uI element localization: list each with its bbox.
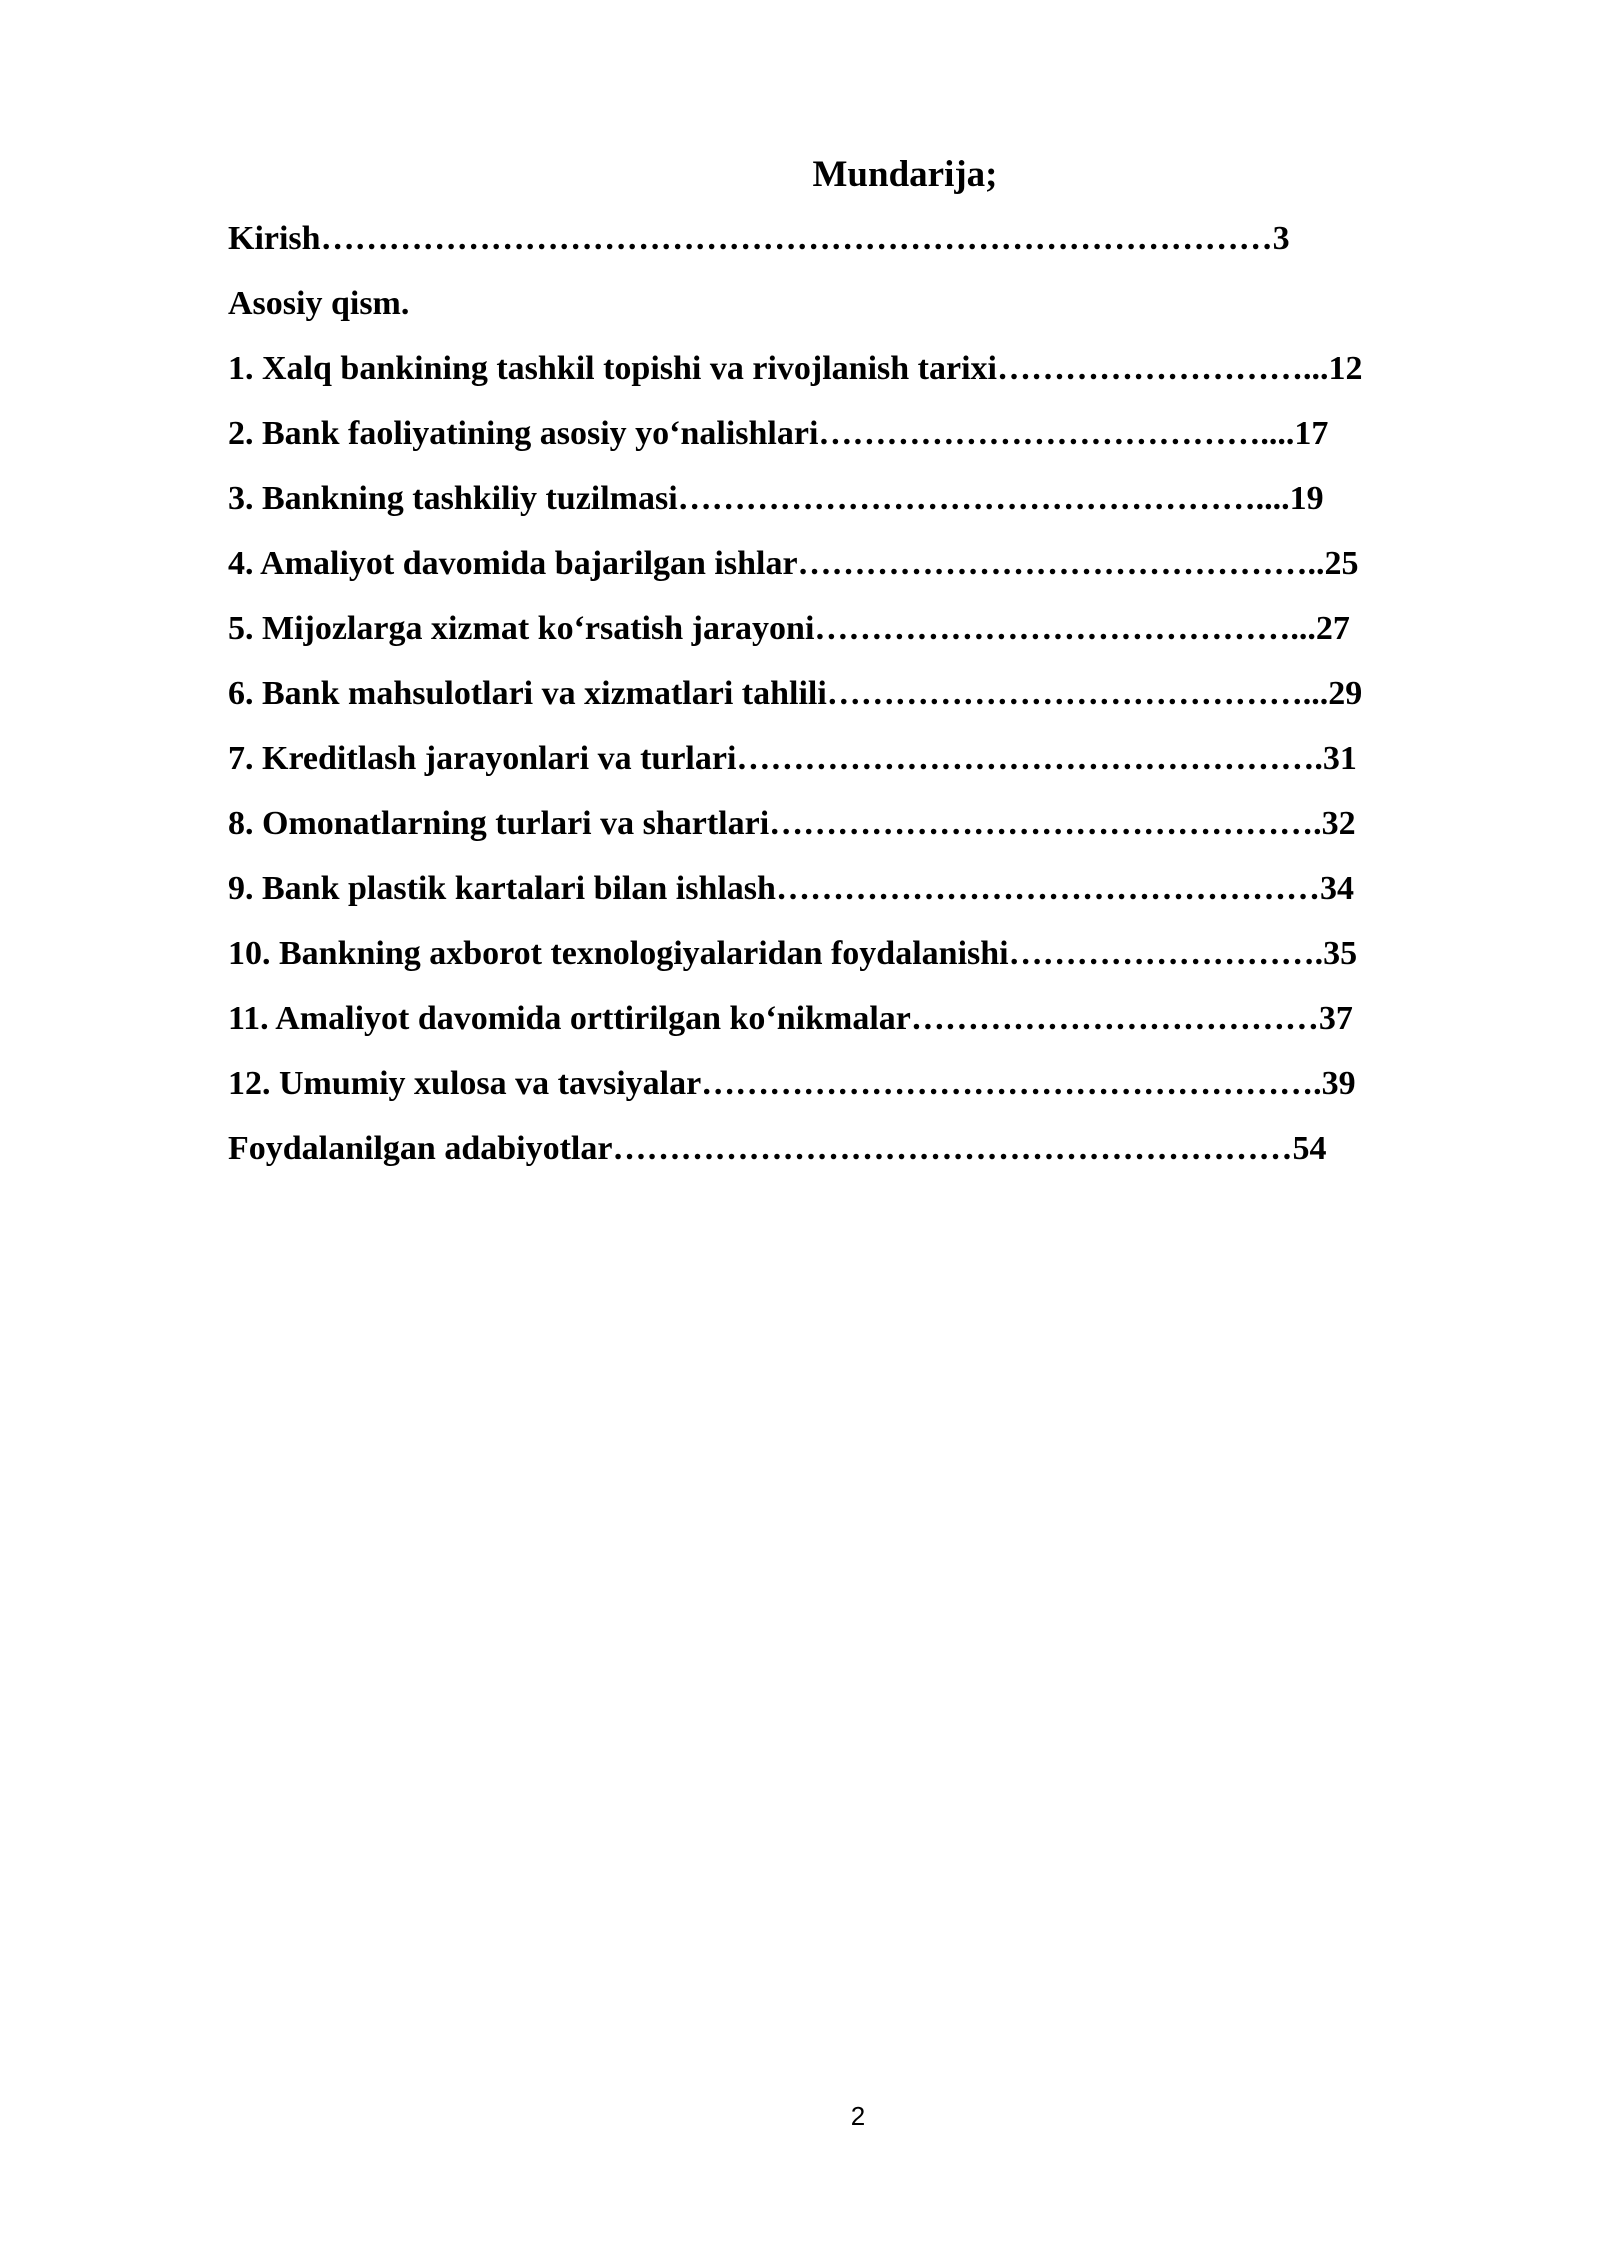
- toc-entry-8: 8. Omonatlarning turlari va shartlari………………………………………….32: [228, 805, 1356, 842]
- toc-entry-1: 1. Xalq bankining tashkil topishi va rivojlanish tarixi………………………...12: [228, 350, 1363, 387]
- toc-entry-2: 2. Bank faoliyatining asosiy yo‘nalishlari…………………………………....17: [228, 415, 1329, 452]
- toc-entry-10: 10. Bankning axborot texnologiyalaridan foydalanishi……………………….35: [228, 935, 1358, 972]
- toc-entry-11: 11. Amaliyot davomida orttirilgan ko‘nikmalar………………………………37: [228, 1000, 1353, 1037]
- table-of-contents: [228, 214, 1483, 1189]
- toc-entry-3: 3. Bankning tashkiliy tuzilmasi……………………………………………....19: [228, 480, 1324, 517]
- toc-entry-references: Foydalanilgan adabiyotlar……………………………………………………54: [228, 1130, 1327, 1167]
- toc-entry-5: 5. Mijozlarga xizmat ko‘rsatish jarayoni……………………………………...27: [228, 610, 1350, 647]
- toc-entry-9: 9. Bank plastik kartalari bilan ishlash…………………………………………34: [228, 870, 1354, 907]
- toc-entry-12: 12. Umumiy xulosa va tavsiyalar……………………………………………….39: [228, 1065, 1356, 1102]
- toc-entry-7: 7. Kreditlash jarayonlari va turlari…………………………………………….31: [228, 740, 1357, 777]
- page-number: 2: [850, 2101, 866, 2131]
- toc-entry-main-part: Asosiy qism.: [228, 285, 410, 322]
- toc-entry-6: 6. Bank mahsulotlari va xizmatlari tahlili……………………………………...29: [228, 675, 1363, 712]
- toc-entry-introduction: Kirish…………………………………………………………………………3: [228, 220, 1290, 257]
- toc-title: Mundarija;: [812, 154, 998, 195]
- toc-entry-4: 4. Amaliyot davomida bajarilgan ishlar………………………………………..25: [228, 545, 1359, 582]
